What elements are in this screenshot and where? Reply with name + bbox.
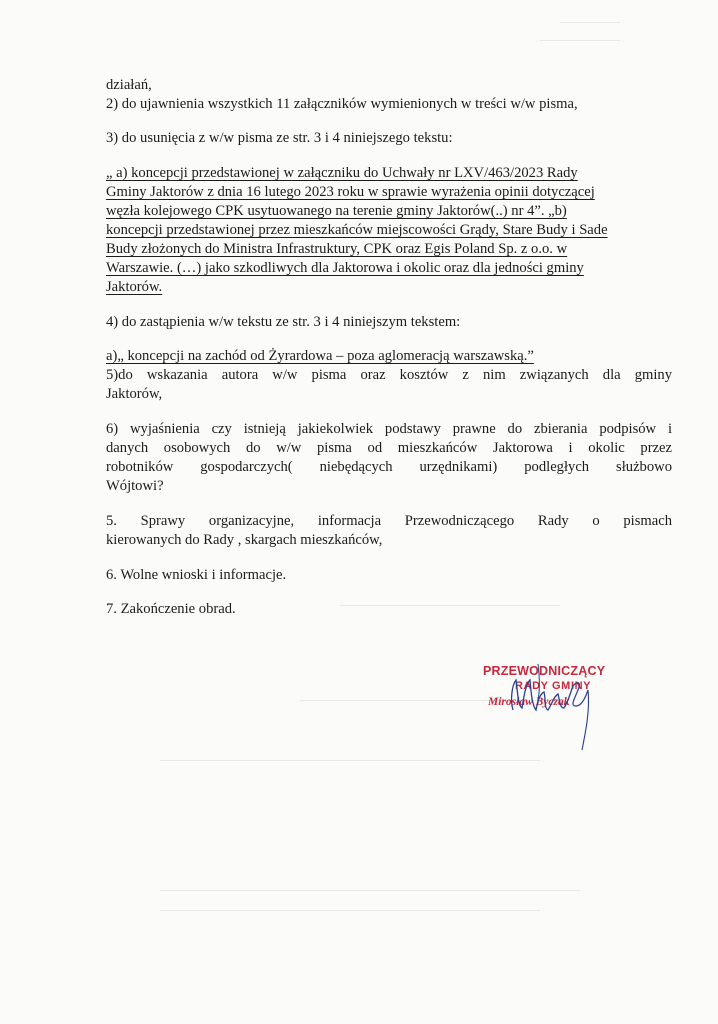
bleed-through-mark (160, 760, 540, 761)
quoted-line: Gminy Jaktorów z dnia 16 lutego 2023 roku w sprawie wyrażenia opinii dotyczącej (106, 184, 595, 200)
text-line: danych osobowych do w/w pisma od mieszkańców Jaktorowa i okolic przez (106, 440, 672, 456)
handwritten-signature (478, 650, 638, 760)
quoted-line: koncepcji przedstawionej przez mieszkańców miejscowości Grądy, Stare Budy i Sade (106, 222, 608, 238)
text-line: Wójtowi? (106, 478, 164, 494)
bleed-through-mark (340, 605, 560, 606)
text-line: 5)do wskazania autora w/w pisma oraz kosztów z nim związanych dla gminy (106, 367, 672, 383)
bleed-through-mark (560, 22, 620, 23)
stamp-subtitle: RADY GMINY (515, 680, 592, 692)
text-line: 7. Zakończenie obrad. (106, 601, 236, 617)
stamp-title: PRZEWODNICZĄCY (483, 664, 606, 678)
text-line: działań, (106, 77, 152, 93)
bleed-through-mark (160, 910, 540, 911)
text-line: 5. Sprawy organizacyjne, informacja Przewodniczącego Rady o pismach (106, 513, 672, 529)
bleed-through-mark (160, 890, 580, 891)
text-line: 2) do ujawnienia wszystkich 11 załączników wymienionych w treści w/w pisma, (106, 96, 578, 112)
bleed-through-mark (540, 40, 620, 41)
text-line: 6) wyjaśnienia czy istnieją jakiekolwiek podstawy prawne do zbierania podpisów i (106, 421, 672, 437)
quoted-line: węzła kolejowego CPK usytuowanego na terenie gminy Jaktorów(..) nr 4”. „b) (106, 203, 567, 219)
quoted-line: Warszawie. (…) jako szkodliwych dla Jaktorowa i okolic oraz dla jedności gminy (106, 260, 584, 276)
text-line: Jaktorów, (106, 386, 163, 402)
text-line: kierowanych do Rady , skargach mieszkańców, (106, 532, 383, 548)
text-line: 6. Wolne wnioski i informacje. (106, 567, 287, 583)
quoted-line: Budy złożonych do Ministra Infrastruktury, CPK oraz Egis Poland Sp. z o.o. w (106, 241, 568, 257)
text-line: 4) do zastąpienia w/w tekstu ze str. 3 i 4 niniejszym tekstem: (106, 314, 461, 330)
stamp-name: Mirosław Byczak (488, 696, 570, 708)
text-line: robotników gospodarczych( niebędących urzędnikami) podległych służbowo (106, 459, 672, 475)
quoted-line: „ a) koncepcji przedstawionej w załączniku do Uchwały nr LXV/463/2023 Rady (106, 165, 578, 181)
quoted-line: a)„ koncepcji na zachód od Żyrardowa – poza aglomeracją warszawską.” (106, 348, 534, 364)
quoted-line: Jaktorów. (106, 279, 163, 295)
text-line: 3) do usunięcia z w/w pisma ze str. 3 i 4 niniejszego tekstu: (106, 130, 453, 146)
